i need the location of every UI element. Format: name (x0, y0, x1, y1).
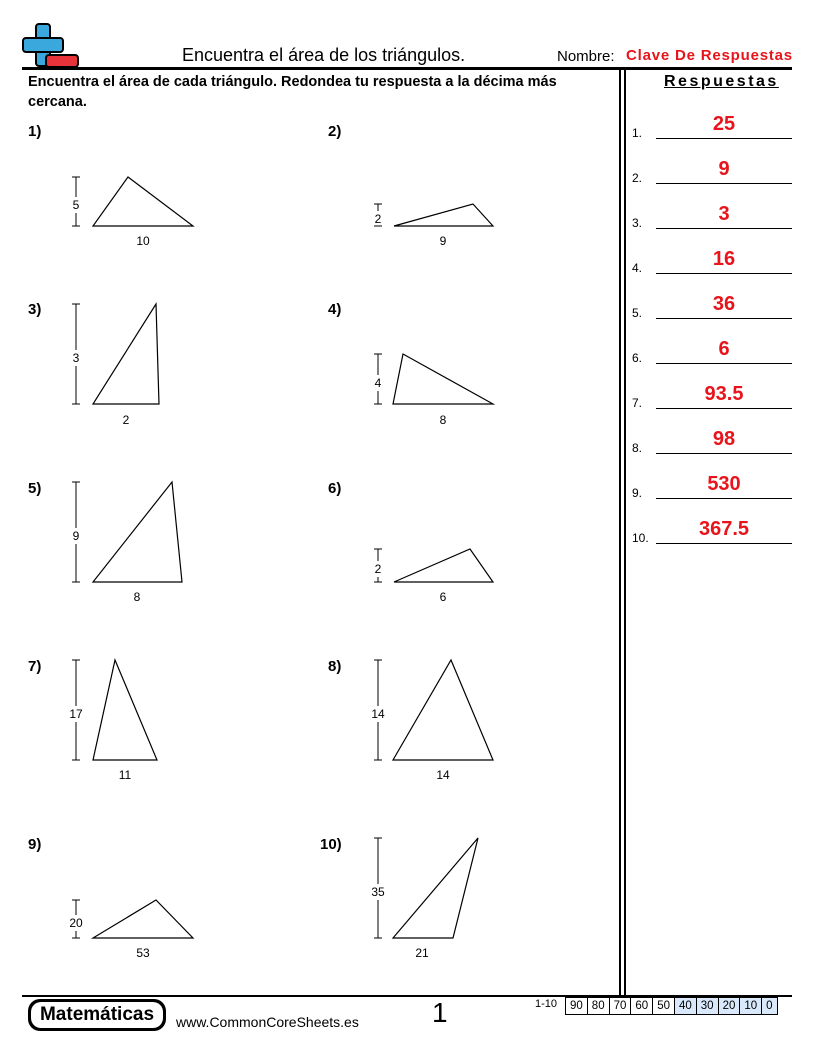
score-table (565, 997, 778, 1015)
triangle (393, 354, 493, 404)
problem-label: 2) (328, 123, 342, 140)
problem-label: 4) (328, 301, 342, 318)
base-label: 11 (118, 768, 132, 782)
base-label: 53 (136, 946, 150, 960)
problem-label: 7) (28, 658, 42, 675)
answer-number: 9. (632, 486, 643, 500)
triangle (394, 549, 493, 582)
answer-value: 93.5 (704, 383, 744, 405)
answer-value: 16 (712, 248, 736, 270)
score-cell: 30 (696, 998, 718, 1015)
answer-number: 5. (632, 306, 643, 320)
height-label: 17 (69, 707, 83, 721)
score-cell: 70 (609, 998, 631, 1015)
height-label: 2 (374, 212, 382, 226)
height-label: 20 (69, 916, 83, 930)
base-label: 6 (439, 590, 447, 604)
brand-label: Matemáticas (31, 1002, 163, 1028)
page-number: 1 (432, 997, 448, 1028)
instructions: Encuentra el área de cada triángulo. Redondea tu respuesta a la décima más cercana. (28, 74, 557, 110)
base-label: 9 (439, 234, 447, 248)
name-label: Nombre: (557, 48, 615, 65)
score-cell: 90 (566, 998, 588, 1015)
answer-value: 25 (712, 113, 736, 135)
triangle (393, 838, 478, 938)
height-label: 3 (72, 351, 80, 365)
score-cell: 40 (674, 998, 696, 1015)
site-url: www.CommonCoreSheets.es (176, 1014, 359, 1030)
problem-label: 9) (28, 836, 42, 853)
triangle (93, 482, 182, 582)
triangle (93, 660, 157, 760)
answer-value: 9 (718, 158, 730, 180)
height-label: 35 (371, 885, 385, 899)
answer-number: 3. (632, 216, 643, 230)
answer-value: 36 (712, 293, 736, 315)
answer-number: 10. (632, 531, 649, 545)
problem-label: 1) (28, 123, 42, 140)
answer-number: 8. (632, 441, 643, 455)
answer-value: 530 (707, 473, 741, 495)
height-label: 9 (72, 529, 80, 543)
triangle (93, 304, 159, 404)
score-cell: 50 (653, 998, 675, 1015)
score-cell: 10 (740, 998, 762, 1015)
triangle (394, 204, 493, 226)
base-label: 21 (415, 946, 429, 960)
triangle (93, 900, 193, 938)
problem-label: 3) (28, 301, 42, 318)
answer-value: 367.5 (698, 518, 750, 540)
base-label: 14 (436, 768, 450, 782)
score-range-label: 1-10 (535, 998, 558, 1010)
answer-number: 1. (632, 126, 643, 140)
score-cell: 20 (718, 998, 740, 1015)
answer-value: 3 (718, 203, 730, 225)
height-label: 14 (371, 707, 385, 721)
page-title: Encuentra el área de los triángulos. (182, 45, 466, 65)
base-label: 8 (133, 590, 141, 604)
height-label: 5 (72, 198, 80, 212)
problem-label: 6) (328, 480, 342, 497)
triangle (393, 660, 493, 760)
problem-label: 10) (320, 836, 342, 853)
name-value: Clave De Respuestas (626, 47, 793, 64)
base-label: 8 (439, 413, 447, 427)
answers-header: Respuestas (664, 73, 779, 90)
answer-number: 7. (632, 396, 643, 410)
score-cell: 60 (631, 998, 653, 1015)
height-label: 4 (374, 376, 382, 390)
answer-number: 2. (632, 171, 643, 185)
triangle (93, 177, 193, 226)
answer-number: 6. (632, 351, 643, 365)
problem-label: 5) (28, 480, 42, 497)
score-cell: 80 (587, 998, 609, 1015)
answer-number: 4. (632, 261, 643, 275)
problem-label: 8) (328, 658, 342, 675)
score-cell: 0 (762, 998, 777, 1015)
base-label: 2 (122, 413, 130, 427)
answer-value: 6 (718, 338, 730, 360)
height-label: 2 (374, 562, 382, 576)
base-label: 10 (136, 234, 150, 248)
answer-value: 98 (712, 428, 736, 450)
